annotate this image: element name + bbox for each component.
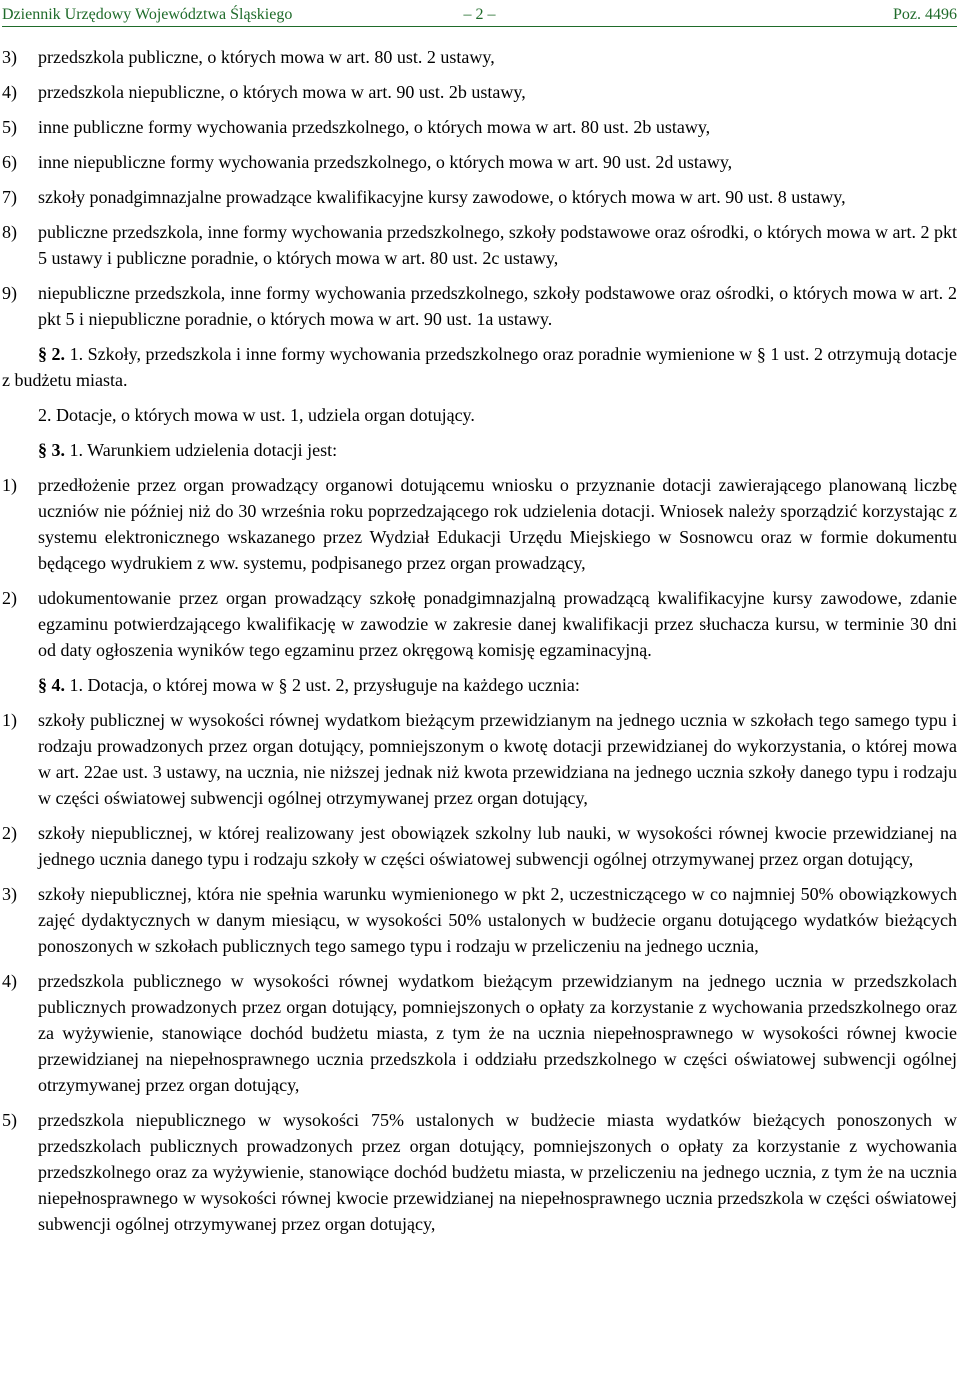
section-4-label: § 4. [38, 675, 65, 695]
list-item: 7) szkoły ponadgimnazjalne prowadzące kwalifikacyjne kursy zawodowe, o których mowa w art. 90 ust. 8 ustawy, [2, 187, 846, 207]
list-item: 2) udokumentowanie przez organ prowadzący szkołę ponadgimnazjalną prowadzącą kwalifikacyjne kursy zawodowe, zdanie egzaminu potwierdzającego kwalifikację w zawodzie w zakresie danej kwalifikacji przez słuchacza kursu, w terminie 30 dni od daty ogłoszenia wyników tego egzaminu przez okręgową komisję egzaminacyjną. [2, 588, 957, 660]
list-item: 2) szkoły niepublicznej, w której realizowany jest obowiązek szkolny lub nauki, w wysokości równej kwocie przewidzianej na jednego ucznia danego typu i rodzaju szkoły w części oświatowej subwencji ogólnej otrzymywanej przez organ dotujący, [2, 823, 957, 869]
list-item: 5) przedszkola niepublicznego w wysokości 75% ustalonych w budżecie miasta wydatków bieżących ponoszonych w przedszkolach publicznych prowadzonych przez organ dotujący, pomniejszonych o opłaty za korzystanie z wychowania przedszkolnego oraz za wyżywienie, stanowiące dochód budżetu miasta, w przeliczeniu na jednego ucznia, z tym że na ucznia niepełnosprawnego w wysokości równej kwocie przewidzianej na niepełnosprawnego ucznia przedszkola w części oświatowej subwencji ogólnej otrzymywanej przez organ dotujący, [2, 1110, 957, 1234]
journal-title: Dziennik Urzędowy Województwa Śląskiego [2, 6, 293, 23]
list-item: 1) przedłożenie przez organ prowadzący organowi dotującemu wniosku o przyznanie dotacji zawierającego planowaną liczbę uczniów nie później niż do 30 września roku poprzedzającego rok udzielenia dotacji. Wniosek należy sporządzić korzystając z systemu elektronicznego wskazanego przez Wydział Edukacji Urzędu Miejskiego w Sosnowcu oraz w formie dokumentu będącego wydrukiem z ww. systemu, podpisanego przez organ prowadzący, [2, 475, 957, 573]
list-item: 4) przedszkola publicznego w wysokości równej wydatkom bieżącym przewidzianym na jednego ucznia w przedszkolach publicznych prowadzonych przez organ dotujący, pomniejszonych o opłaty za korzystanie z wychowania przedszkolnego oraz za wyżywienie, stanowiące dochód budżetu miasta, z tym że na ucznia niepełnosprawnego w wysokości równej kwocie przewidzianej na niepełnosprawnego ucznia przedszkola i oddziału przedszkolnego w części oświatowej subwencji ogólnej otrzymywanej przez organ dotujący, [2, 971, 957, 1095]
section-2-paragraph-2: 2. Dotacje, o których mowa w ust. 1, udziela organ dotujący. [38, 405, 475, 425]
list-item: 1) szkoły publicznej w wysokości równej wydatkom bieżącym przewidzianym na jednego ucznia w szkołach tego samego typu i rodzaju prowadzonych przez organ dotujący, pomniejszonym o kwotę dotacji przewidzianej do wykorzystania, o której mowa w art. 22ae ust. 3 ustawy, na ucznia, nie niższej jednak niż kwota przewidziana na jednego ucznia szkoły danego typu i rodzaju w części oświatowej subwencji ogólnej otrzymywanej przez organ dotujący, [2, 710, 957, 808]
page-number: – 2 – [463, 6, 496, 23]
list-item: 4) przedszkola niepubliczne, o których mowa w art. 90 ust. 2b ustawy, [2, 82, 526, 102]
position-number: Poz. 4496 [893, 6, 957, 23]
list-item: 9) niepubliczne przedszkola, inne formy wychowania przedszkolnego, szkoły podstawowe oraz ośrodki, o których mowa w art. 2 pkt 5 i niepubliczne poradnie, o których mowa w art. 90 ust. 1a ustawy. [2, 283, 957, 329]
section-2-label: § 2. [38, 344, 66, 364]
document-body [2, 44, 957, 1237]
section-3-label: § 3. [38, 440, 65, 460]
list-item: 8) publiczne przedszkola, inne formy wychowania przedszkolnego, szkoły podstawowe oraz ośrodki, o których mowa w art. 2 pkt 5 ustawy i publiczne poradnie, o których mowa w art. 80 ust. 2c ustawy, [2, 222, 957, 268]
section-2-paragraph-1 [2, 341, 957, 393]
section-3-intro [2, 437, 957, 463]
list-item: 3) szkoły niepublicznej, która nie spełnia warunku wymienionego w pkt 2, uczestniczącego w co najmniej 50% obowiązkowych zajęć dydaktycznych w danym miesiącu, w wysokości 50% ustalonych w budżecie organu dotującego wydatków bieżących ponoszonych w szkołach publicznych tego samego typu i rodzaju w przeliczeniu na jednego ucznia, [2, 884, 957, 956]
section-4-text: 1. Dotacja, o której mowa w § 2 ust. 2, przysługuje na każdego ucznia: [69, 675, 580, 695]
section-2-text: 1. Szkoły, przedszkola i inne formy wychowania przedszkolnego oraz poradnie wymienione w § 1 ust. 2 otrzymują dotacje z budżetu miasta. [2, 344, 958, 390]
document-page [2, 0, 957, 1246]
list-item: 5) inne publiczne formy wychowania przedszkolnego, o których mowa w art. 80 ust. 2b ustawy, [2, 117, 711, 137]
section-3-text: 1. Warunkiem udzielenia dotacji jest: [69, 440, 338, 460]
list-institutions [2, 44, 957, 332]
list-item: 6) inne niepubliczne formy wychowania przedszkolnego, o których mowa w art. 90 ust. 2d ustawy, [2, 152, 733, 172]
page-header [2, 0, 957, 27]
list-item: 3) przedszkola publiczne, o których mowa w art. 80 ust. 2 ustawy, [2, 47, 495, 67]
section-4-intro [2, 672, 957, 698]
